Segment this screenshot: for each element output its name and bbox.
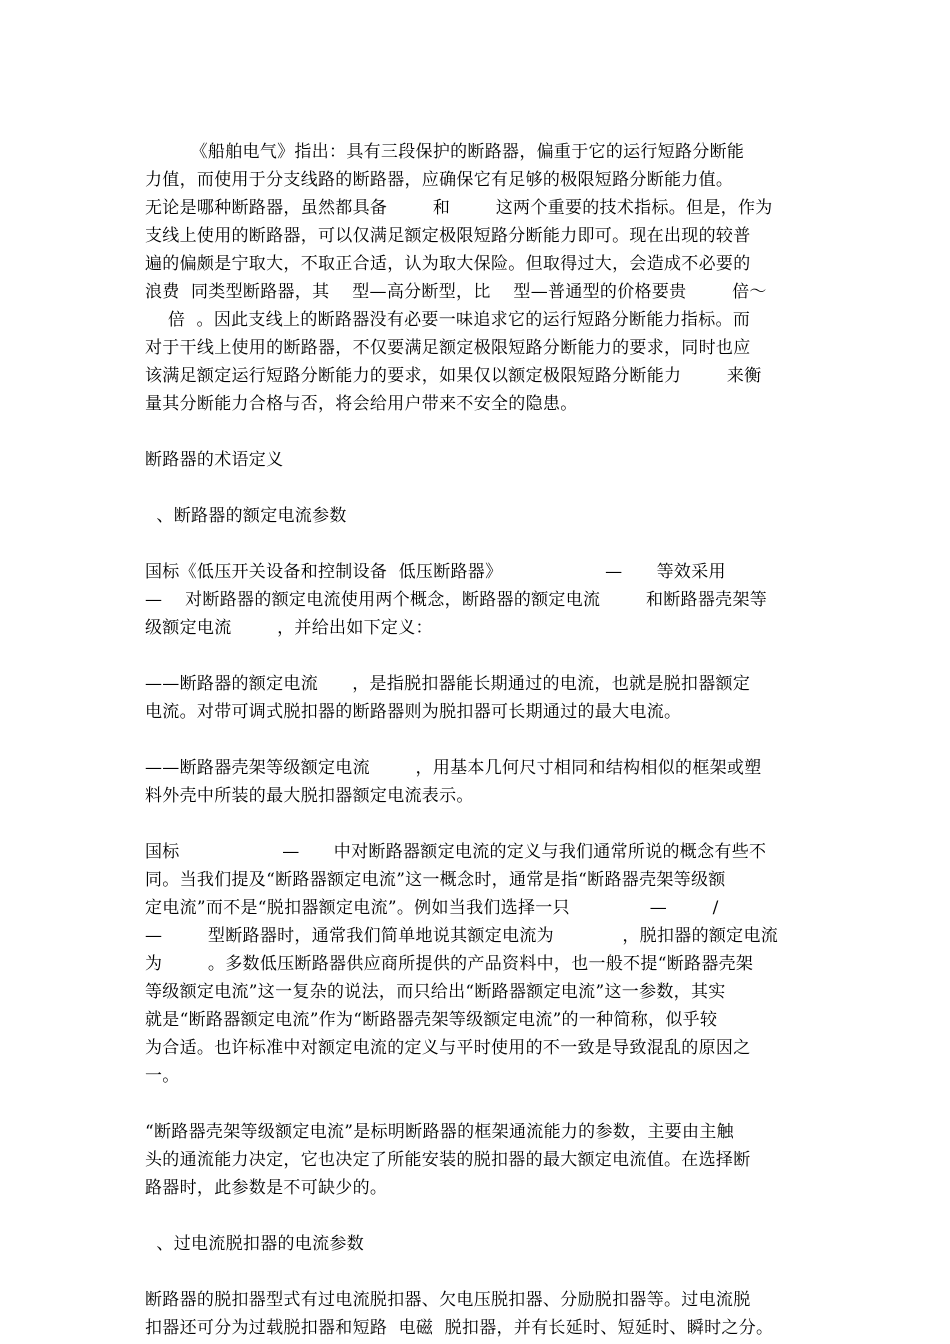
text-line: 等级额定电流”这一复杂的说法，而只给出“断路器额定电流”这一参数，其实 bbox=[145, 982, 726, 1002]
text-line: 无论是哪种断路器，虽然都具备 和 这两个重要的技术指标。但是，作为 bbox=[145, 198, 773, 218]
text-line: 路器时，此参数是不可缺少的。 bbox=[145, 1178, 388, 1198]
text-line: 电流。对带可调式脱扣器的断路器则为脱扣器可长期通过的最大电流。 bbox=[145, 702, 682, 722]
text-line: “断路器壳架等级额定电流”是标明断路器的框架通流能力的参数，主要由主触 bbox=[145, 1122, 734, 1142]
text-line: — 对断路器的额定电流使用两个概念，断路器的额定电流 和断路器壳架等 bbox=[145, 590, 768, 610]
text-line: 遍的偏颇是宁取大，不取正合适，认为取大保险。但取得过大，会造成不必要的 bbox=[145, 254, 751, 274]
text-line: 浪费 同类型断路器，其 型—高分断型，比 型—普通型的价格要贵 倍～ bbox=[145, 282, 767, 302]
text-line: ——断路器壳架等级额定电流 ，用基本几何尺寸相同和结构相似的框架或塑 bbox=[145, 758, 762, 778]
text-line: 一。 bbox=[145, 1066, 180, 1086]
text-line: 就是“断路器额定电流”作为“断路器壳架等级额定电流”的一种简称，似乎较 bbox=[145, 1010, 718, 1030]
text-line: 量其分断能力合格与否，将会给用户带来不安全的隐患。 bbox=[145, 394, 578, 414]
section-heading: 断路器的术语定义 bbox=[145, 450, 284, 470]
text-line: ——断路器的额定电流 ，是指脱扣器能长期通过的电流，也就是脱扣器额定 bbox=[145, 674, 751, 694]
subsection-heading: 、过电流脱扣器的电流参数 bbox=[145, 1234, 365, 1254]
text-line: — 型断路器时，通常我们简单地说其额定电流为 ，脱扣器的额定电流 bbox=[145, 926, 779, 946]
text-line: 定电流”而不是“脱扣器额定电流”。例如当我们选择一只 — / bbox=[145, 898, 719, 918]
text-line: 断路器的脱扣器型式有过电流脱扣器、欠电压脱扣器、分励脱扣器等。过电流脱 bbox=[145, 1290, 751, 1310]
text-line: 《船舶电气》指出：具有三段保护的断路器，偏重于它的运行短路分断能 bbox=[145, 142, 745, 162]
text-line: 倍 。因此支线上的断路器没有必要一味追求它的运行短路分断能力指标。而 bbox=[145, 310, 751, 330]
text-line: 级额定电流 ，并给出如下定义： bbox=[145, 618, 433, 638]
text-line: 为 。多数低压断路器供应商所提供的产品资料中，也一般不提“断路器壳架 bbox=[145, 954, 754, 974]
text-line: 力值，而使用于分支线路的断路器，应确保它有足够的极限短路分断能力值。 bbox=[145, 170, 734, 190]
text-line: 国标 — 中对断路器额定电流的定义与我们通常所说的概念有些不 bbox=[145, 842, 767, 862]
text-line: 同。当我们提及“断路器额定电流”这一概念时，通常是指“断路器壳架等级额 bbox=[145, 870, 726, 890]
subsection-heading: 、断路器的额定电流参数 bbox=[145, 506, 347, 526]
text-line: 对于干线上使用的断路器，不仅要满足额定极限短路分断能力的要求，同时也应 bbox=[145, 338, 751, 358]
text-line: 国标《低压开关设备和控制设备 低压断路器》 — 等效采用 bbox=[145, 562, 726, 582]
text-line: 该满足额定运行短路分断能力的要求，如果仅以额定极限短路分断能力 来衡 bbox=[145, 366, 762, 386]
text-line: 扣器还可分为过载脱扣器和短路 电磁 脱扣器，并有长延时、短延时、瞬时之分。 bbox=[145, 1318, 774, 1338]
text-line: 支线上使用的断路器，可以仅满足额定极限短路分断能力即可。现在出现的较普 bbox=[145, 226, 751, 246]
text-line: 头的通流能力决定，它也决定了所能安装的脱扣器的最大额定电流值。在选择断 bbox=[145, 1150, 751, 1170]
text-line: 料外壳中所装的最大脱扣器额定电流表示。 bbox=[145, 786, 474, 806]
text-line: 为合适。也许标准中对额定电流的定义与平时使用的不一致是导致混乱的原因之 bbox=[145, 1038, 751, 1058]
